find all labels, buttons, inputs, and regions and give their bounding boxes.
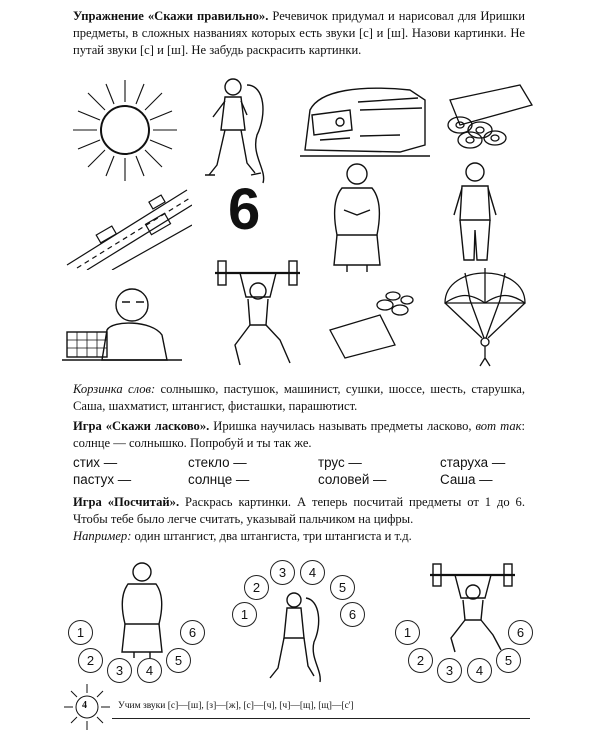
sun-picture: [70, 78, 180, 183]
train-picture: [300, 80, 430, 160]
page-number-sun-icon: [62, 682, 112, 732]
number-circle: 4: [300, 560, 325, 585]
word-basket-label: Корзинка слов:: [73, 382, 156, 396]
pistachios-picture: [325, 290, 415, 360]
game-say-kindly-title: Игра «Скажи ласково».: [73, 419, 210, 433]
number-circle: 3: [107, 658, 132, 683]
number-circle: 6: [508, 620, 533, 645]
boy-sasha-picture: [448, 160, 503, 270]
exercise-text: Речевичок придумал и нарисовал для Иришки предметы, в сложных названиях которых есть звуки [с] и [ш]. Назови картинки. Не путай звуки [с] и [ш]. Не забудь раскрасить картинки.: [73, 9, 526, 57]
word-item: Саша —: [440, 472, 493, 487]
number-circle: 6: [340, 602, 365, 627]
count-old-woman-picture: [112, 560, 172, 660]
word-pairs: [73, 455, 533, 495]
example-text: один штангист, два штангиста, три штангиста и т.д.: [131, 529, 412, 543]
number-circle: 2: [78, 648, 103, 673]
sushki-picture: [440, 80, 535, 150]
word-basket: [73, 381, 525, 415]
footer-divider: [112, 718, 530, 719]
big-number-six: 6: [228, 177, 261, 242]
word-item: солнце —: [188, 472, 250, 487]
old-woman-picture: [322, 160, 392, 275]
number-circle: 3: [270, 560, 295, 585]
number-circle: 1: [68, 620, 93, 645]
word-item: трус —: [318, 455, 362, 470]
game-say-kindly-italic: вот так: [475, 419, 522, 433]
exercise-instructions: [73, 8, 525, 59]
word-item: стих —: [73, 455, 118, 470]
page-number: 4: [82, 700, 87, 711]
word-item: пастух —: [73, 472, 132, 487]
exercise-title: Упражнение «Скажи правильно».: [73, 9, 269, 23]
number-circle: 6: [180, 620, 205, 645]
weightlifter-picture: [210, 255, 305, 370]
number-circle: 3: [437, 658, 462, 683]
number-circle: 5: [496, 648, 521, 673]
game-say-kindly-text2: : солнце — солнышко. Попробуй и ты так же.: [73, 419, 526, 450]
game-say-kindly: [73, 418, 525, 452]
parachutist-picture: [440, 258, 530, 368]
footer-text: Учим звуки [с]—[ш], [з]—[ж], [с]—[ч], [ч]—[щ], [щ]—[с']: [118, 701, 354, 711]
number-circle: 4: [467, 658, 492, 683]
example-label: Например:: [73, 529, 132, 543]
game-count-text: Раскрась картинки. А теперь посчитай предметы от 1 до 6. Чтобы тебе было легче считать, указывай пальчиком на цифры.: [73, 495, 525, 526]
shepherd-picture: [195, 75, 280, 185]
word-item: стекло —: [188, 455, 247, 470]
highway-picture: [62, 180, 192, 270]
number-circle: 4: [137, 658, 162, 683]
number-circle: 5: [166, 648, 191, 673]
number-circle: 1: [232, 602, 257, 627]
game-say-kindly-text: Иришка научилась называть предметы ласково,: [209, 419, 476, 433]
word-basket-text: солнышко, пастушок, машинист, сушки, шоссе, шесть, старушка, Саша, шахматист, штангист, фисташки, парашютист.: [73, 382, 525, 413]
number-circle: 5: [330, 575, 355, 600]
game-count-title: Игра «Посчитай».: [73, 495, 180, 509]
word-item: соловей —: [318, 472, 387, 487]
game-count: [73, 494, 525, 545]
chess-player-picture: [62, 280, 182, 365]
number-circle: 2: [408, 648, 433, 673]
number-circle: 1: [395, 620, 420, 645]
number-circle: 2: [244, 575, 269, 600]
count-weightlifter-picture: [425, 560, 520, 655]
count-shepherd-picture: [262, 590, 332, 685]
word-item: старуха —: [440, 455, 506, 470]
